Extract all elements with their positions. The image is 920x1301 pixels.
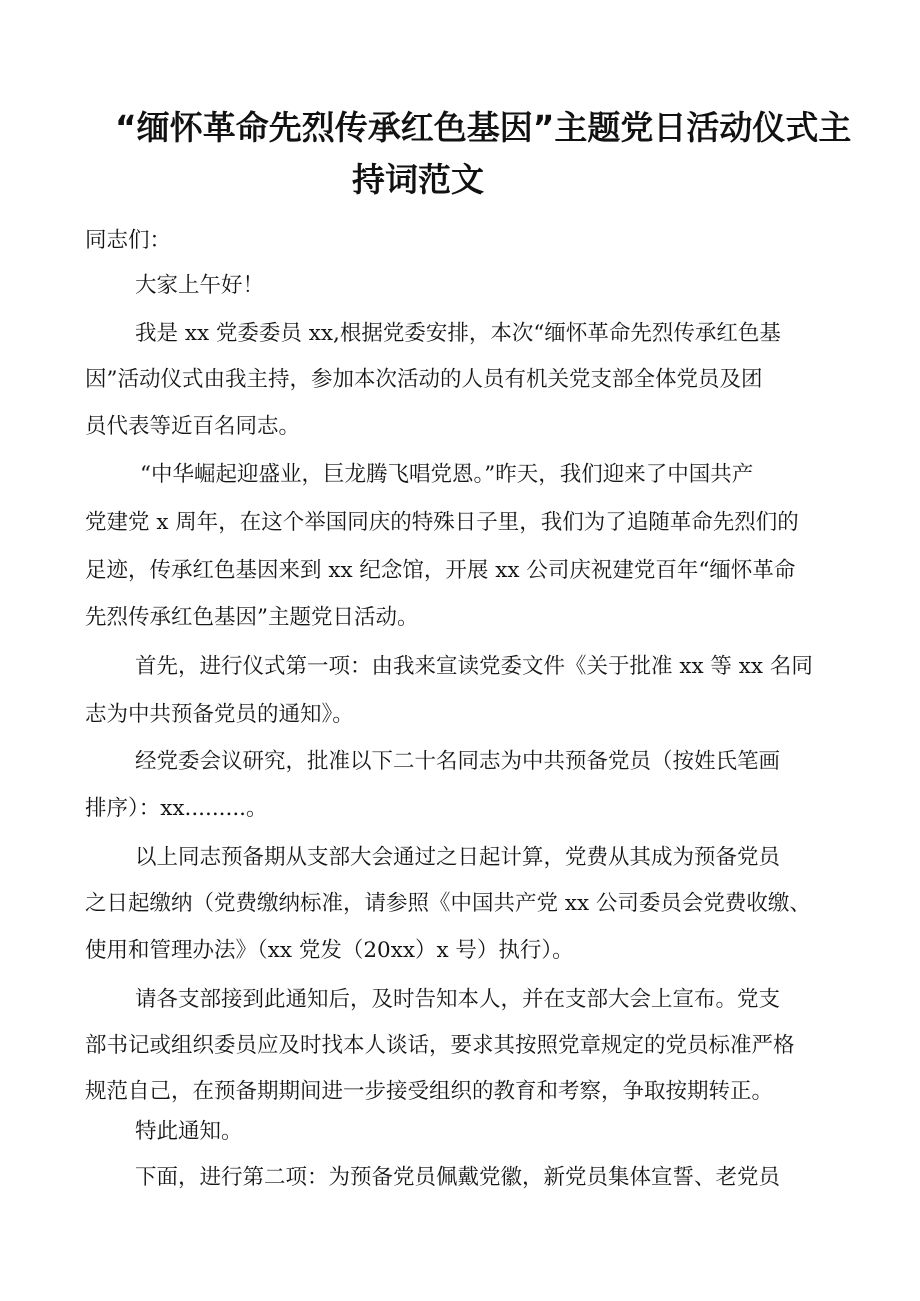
paragraph-4-line-1: 经党委会议研究，批准以下二十名同志为中共预备党员（按姓氏笔画 bbox=[135, 749, 781, 774]
paragraph-2-line-2: 党建党 x 周年，在这个举国同庆的特殊日子里，我们为了追随革命先烈们的 bbox=[85, 510, 799, 535]
paragraph-5-line-2: 之日起缴纳（党费缴纳标准，请参照《中国共产党 xx 公司委员会党费收缴、 bbox=[85, 891, 811, 916]
paragraph-1-line-2: 因”活动仪式由我主持，参加本次活动的人员有机关党支部全体党员及团 bbox=[85, 367, 763, 392]
salutation: 同志们： bbox=[85, 228, 172, 253]
paragraph-1-line-1: 我是 xx 党委委员 xx,根据党委安排，本次“缅怀革命先烈传承红色基 bbox=[135, 321, 781, 346]
paragraph-4-line-2: 排序）：xx.........。 bbox=[85, 796, 268, 821]
notice-line: 特此通知。 bbox=[135, 1119, 243, 1144]
document-title-line-2: 持词范文 bbox=[352, 160, 484, 199]
paragraph-5-line-1: 以上同志预备期从支部大会通过之日起计算，党费从其成为预备党员 bbox=[135, 845, 781, 870]
paragraph-6-line-2: 部书记或组织委员应及时找本人谈话，要求其按照党章规定的党员标准严格 bbox=[85, 1033, 795, 1058]
paragraph-6-line-3: 规范自己，在预备期期间进一步接受组织的教育和考察，争取按期转正。 bbox=[85, 1079, 774, 1104]
paragraph-1-line-3: 员代表等近百名同志。 bbox=[85, 414, 301, 439]
paragraph-3-line-1: 首先，进行仪式第一项：由我来宣读党委文件《关于批准 xx 等 xx 名同 bbox=[135, 654, 813, 679]
paragraph-3-line-2: 志为中共预备党员的通知》。 bbox=[85, 702, 354, 727]
paragraph-2-line-3: 足迹，传承红色基因来到 xx 纪念馆，开展 xx 公司庆祝建党百年“缅怀革命 bbox=[85, 558, 796, 583]
paragraph-2-line-1: “中华崛起迎盛业，巨龙腾飞唱党恩。”昨天，我们迎来了中国共产 bbox=[140, 462, 754, 487]
document-title-line-1: “缅怀革命先烈传承红色基因”主题党日活动仪式主 bbox=[115, 108, 852, 147]
paragraph-5-line-3: 使用和管理办法》（xx 党发（20xx）x 号）执行）。 bbox=[85, 938, 574, 963]
paragraph-6-line-1: 请各支部接到此通知后，及时告知本人，并在支部大会上宣布。党支 bbox=[135, 987, 781, 1012]
paragraph-2-line-4: 先烈传承红色基因”主题党日活动。 bbox=[85, 605, 419, 630]
paragraph-7-line-1: 下面，进行第二项：为预备党员佩戴党徽，新党员集体宣誓、老党员 bbox=[135, 1165, 781, 1190]
greeting: 大家上午好！ bbox=[135, 273, 265, 298]
